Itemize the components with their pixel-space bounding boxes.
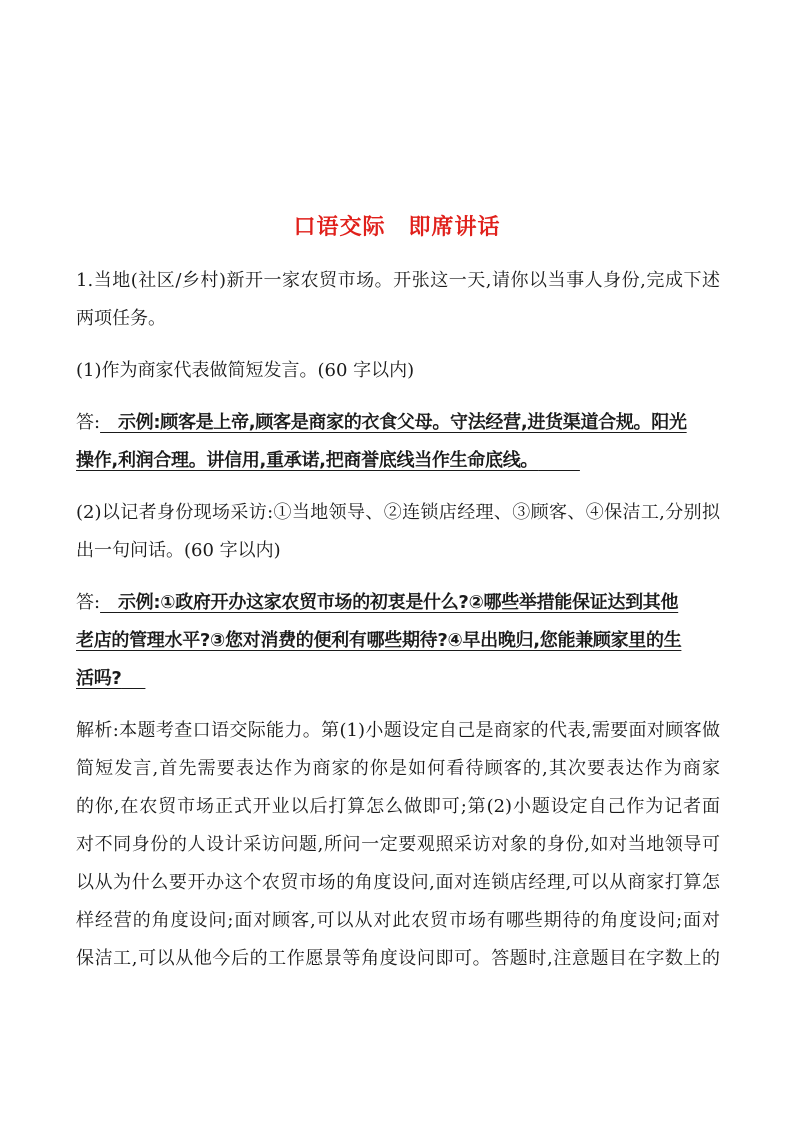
page-title: 口语交际 即席讲话 (293, 215, 501, 240)
analysis-line-3: 的你,在农贸市场正式开业以后打算怎么做即可;第(2)小题设定自己作为记者面 (76, 796, 720, 817)
answer-2-label: 答: (76, 592, 101, 613)
answer-1-line-1 (76, 404, 720, 442)
analysis-line-4: 对不同身份的人设计采访问题,所问一定要观照采访对象的身份,如对当地领导可 (76, 834, 720, 855)
answer-1-label: 答: (76, 412, 101, 433)
answer-2-line-1 (76, 584, 720, 622)
sub-question-2-line-2: 出一句问话。(60 字以内) (76, 540, 281, 561)
answer-2-text-1: 示例:①政府开办这家农贸市场的初衷是什么?②哪些举措能保证达到其他 (117, 592, 679, 613)
question-block (76, 262, 720, 978)
answer-1-text-1: 示例:顾客是上帝,顾客是商家的衣食父母。守法经营,进货渠道合规。阳光 (117, 412, 687, 433)
answer-2-line-2: 老店的管理水平?③您对消费的便利有哪些期待?④早出晚归,您能兼顾家里的生 (76, 630, 682, 651)
analysis-line-2: 简短发言,首先需要表达作为商家的你是如何看待顾客的,其次要表达作为商家 (76, 758, 720, 779)
answer-2-line-3: 活吗? (76, 668, 122, 689)
sub-question-1: (1)作为商家代表做简短发言。(60 字以内) (76, 360, 415, 381)
question-stem-line-2: 两项任务。 (76, 308, 166, 329)
analysis-line-6: 样经营的角度设问;面对顾客,可以从对此农贸市场有哪些期待的角度设问;面对 (76, 910, 720, 931)
sub-question-2-line-1: (2)以记者身份现场采访:①当地领导、②连锁店经理、③顾客、④保洁工,分别拟 (76, 502, 720, 523)
answer-1-line-2: 操作,利润合理。讲信用,重承诺,把商誉底线当作生命底线。 (76, 450, 539, 471)
analysis-line-1: 解析:本题考查口语交际能力。第(1)小题设定自己是商家的代表,需要面对顾客做 (76, 720, 720, 741)
analysis-line-5: 以从为什么要开办这个农贸市场的角度设问,面对连锁店经理,可以从商家打算怎 (76, 872, 720, 893)
analysis-line-7: 保洁工,可以从他今后的工作愿景等角度设问即可。答题时,注意题目在字数上的 (76, 948, 720, 969)
question-stem-line-1: 1.当地(社区/乡村)新开一家农贸市场。开张这一天,请你以当事人身份,完成下述 (76, 270, 720, 291)
